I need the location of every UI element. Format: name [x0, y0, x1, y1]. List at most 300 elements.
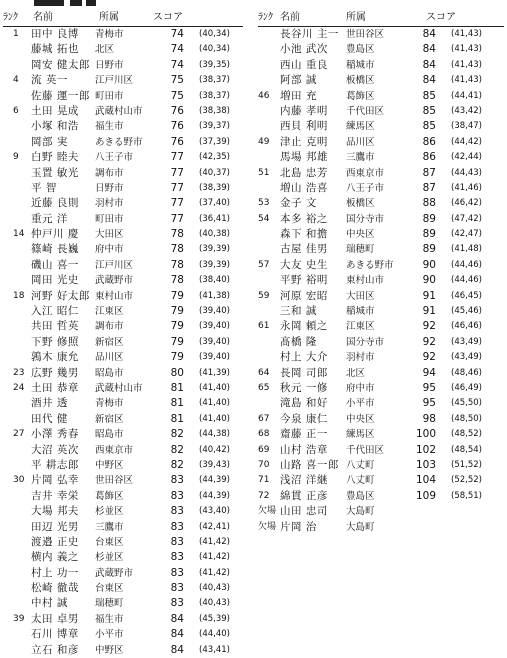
table-row: [3, 596, 243, 611]
player-name: 渡邉 正史: [31, 535, 79, 548]
rank-cell: 24: [13, 382, 25, 393]
player-name: 森下 和擔: [280, 228, 328, 241]
affiliation-cell: 八王子市: [346, 182, 385, 194]
score-cell: 88: [422, 197, 436, 210]
player-name: 本多 裕之: [280, 212, 328, 225]
affiliation-cell: 豊島区: [346, 44, 375, 56]
player-name: 篠崎 長巍: [31, 243, 79, 256]
affiliation-cell: 武蔵野市: [95, 275, 134, 287]
score-cell: 83: [170, 520, 184, 533]
score-cell: 83: [170, 535, 184, 548]
player-name: 小澤 秀春: [31, 428, 79, 441]
table-row: [3, 504, 243, 519]
player-name: 大友 史生: [280, 258, 328, 271]
header-affiliation: 所属: [346, 12, 366, 23]
player-name: 下野 修照: [31, 335, 79, 348]
half-scores: (45,39): [199, 613, 230, 624]
score-cell: 82: [170, 428, 184, 441]
half-scores: (42,47): [451, 229, 482, 240]
header-name: 名前: [33, 12, 53, 23]
player-name: 内藤 孝明: [280, 104, 328, 117]
table-header: [3, 10, 243, 27]
player-name: 岡田 光史: [31, 274, 79, 287]
player-name: 田辺 光男: [31, 520, 79, 533]
table-row: [3, 27, 243, 42]
table-body: [3, 27, 243, 658]
rank-cell: 68: [258, 429, 270, 440]
score-cell: 83: [170, 505, 184, 518]
score-cell: 75: [170, 89, 184, 102]
table-row: [3, 58, 243, 73]
score-cell: 83: [170, 582, 184, 595]
table-row: [3, 489, 243, 504]
half-scores: (38,37): [199, 90, 230, 101]
affiliation-cell: 瑞穂町: [95, 598, 124, 610]
player-name: 広野 幾男: [31, 366, 79, 379]
affiliation-cell: 福生市: [95, 121, 124, 133]
half-scores: (43,42): [451, 105, 482, 116]
half-scores: (46,42): [451, 198, 482, 209]
affiliation-cell: 武蔵野市: [95, 567, 134, 579]
affiliation-cell: 昭島市: [95, 367, 124, 379]
score-cell: 79: [170, 351, 184, 364]
half-scores: (43,49): [451, 352, 482, 363]
table-row: [3, 520, 243, 535]
table-row: [3, 196, 243, 211]
affiliation-cell: 府中市: [95, 244, 124, 256]
half-scores: (40,37): [199, 167, 230, 178]
player-name: 浅沼 洋継: [280, 474, 328, 487]
affiliation-cell: 江戸川区: [95, 75, 134, 87]
affiliation-cell: 練馬区: [346, 429, 375, 441]
table-row: [258, 181, 504, 196]
player-name: 今泉 康仁: [280, 412, 328, 425]
player-name: 玉置 敏光: [31, 166, 79, 179]
affiliation-cell: 北区: [346, 367, 366, 379]
half-scores: (42,35): [199, 152, 230, 163]
table-row: [258, 412, 504, 427]
player-name: 村上 功一: [31, 566, 79, 579]
rank-cell: 65: [258, 382, 270, 393]
rank-cell: 64: [258, 367, 270, 378]
results-table-left: [3, 10, 243, 658]
half-scores: (41,42): [199, 567, 230, 578]
score-cell: 74: [170, 58, 184, 71]
rank-cell: 69: [258, 444, 270, 455]
half-scores: (41,40): [199, 382, 230, 393]
rank-cell: 4: [13, 75, 19, 86]
affiliation-cell: 武蔵村山市: [95, 105, 143, 117]
player-name: 鶉木 康允: [31, 351, 79, 364]
affiliation-cell: 国分寺市: [346, 213, 385, 225]
score-cell: 77: [170, 166, 184, 179]
affiliation-cell: あきる野市: [346, 259, 394, 271]
player-name: 長岡 司郎: [280, 366, 328, 379]
affiliation-cell: 三鷹市: [346, 152, 375, 164]
player-name: 古屋 佳男: [280, 243, 328, 256]
player-name: 平 智: [31, 181, 57, 194]
score-cell: 90: [422, 274, 436, 287]
table-row: [258, 304, 504, 319]
table-row: [258, 258, 504, 273]
affiliation-cell: 板橋区: [346, 198, 375, 210]
score-cell: 100: [415, 428, 436, 441]
score-cell: 103: [415, 458, 436, 471]
affiliation-cell: 昭島市: [95, 429, 124, 441]
player-name: 小塚 和浩: [31, 120, 79, 133]
header-score: スコア: [153, 12, 183, 23]
half-scores: (39,40): [199, 352, 230, 363]
player-name: 中村 誠: [31, 597, 68, 610]
table-row: [3, 42, 243, 57]
affiliation-cell: あきる野市: [95, 136, 143, 148]
table-row: [3, 566, 243, 581]
affiliation-cell: 中野区: [95, 459, 124, 471]
table-row: [3, 550, 243, 565]
table-row: [3, 427, 243, 442]
affiliation-cell: 大島町: [346, 506, 375, 518]
affiliation-cell: 千代田区: [346, 444, 385, 456]
player-name: 馬場 邦雄: [280, 151, 328, 164]
affiliation-cell: 中野区: [95, 644, 124, 656]
affiliation-cell: 品川区: [95, 352, 124, 364]
score-cell: 79: [170, 289, 184, 302]
half-scores: (44,39): [199, 490, 230, 501]
player-name: 仲戸川 慶: [31, 228, 79, 241]
table-row: [3, 289, 243, 304]
half-scores: (40,43): [199, 598, 230, 609]
rank-cell: 71: [258, 475, 270, 486]
affiliation-cell: 世田谷区: [95, 475, 134, 487]
half-scores: (43,49): [451, 336, 482, 347]
affiliation-cell: 中央区: [346, 413, 375, 425]
half-scores: (41,48): [451, 244, 482, 255]
affiliation-cell: 小平市: [346, 398, 375, 410]
rank-cell: 欠場: [258, 506, 277, 517]
half-scores: (52,52): [451, 475, 482, 486]
player-name: 河野 好太郎: [31, 289, 90, 302]
affiliation-cell: 羽村市: [95, 198, 124, 210]
affiliation-cell: 武蔵村山市: [95, 382, 143, 394]
affiliation-cell: 西東京市: [95, 444, 134, 456]
player-name: 磯山 喜一: [31, 258, 79, 271]
score-cell: 79: [170, 305, 184, 318]
score-cell: 83: [170, 566, 184, 579]
player-name: 共田 哲英: [31, 320, 79, 333]
table-row: [3, 581, 243, 596]
table-row: [258, 73, 504, 88]
rank-cell: 欠場: [258, 521, 277, 532]
score-cell: 76: [170, 120, 184, 133]
score-cell: 74: [170, 43, 184, 56]
rank-cell: 18: [13, 290, 25, 301]
half-scores: (41,43): [451, 44, 482, 55]
player-name: 藤城 拓也: [31, 43, 79, 56]
affiliation-cell: 練馬区: [346, 121, 375, 133]
half-scores: (48,54): [451, 444, 482, 455]
player-name: 佐藤 運一郎: [31, 89, 90, 102]
player-name: 田代 健: [31, 412, 68, 425]
table-row: [258, 319, 504, 334]
affiliation-cell: 八王子市: [95, 152, 134, 164]
half-scores: (39,39): [199, 259, 230, 270]
player-name: 山村 浩章: [280, 443, 328, 456]
player-name: 北島 忠芳: [280, 166, 328, 179]
player-name: 綿貫 正彦: [280, 489, 328, 502]
rank-cell: 46: [258, 90, 270, 101]
player-name: 土田 晃成: [31, 104, 79, 117]
half-scores: (39,40): [199, 336, 230, 347]
affiliation-cell: 新宿区: [95, 413, 124, 425]
affiliation-cell: 千代田区: [346, 105, 385, 117]
half-scores: (38,37): [199, 75, 230, 86]
half-scores: (39,39): [199, 244, 230, 255]
half-scores: (48,52): [451, 429, 482, 440]
half-scores: (40,38): [199, 229, 230, 240]
half-scores: (38,47): [451, 121, 482, 132]
half-scores: (40,42): [199, 444, 230, 455]
table-row: [258, 504, 504, 519]
affiliation-cell: 八丈町: [346, 475, 375, 487]
table-row: [258, 212, 504, 227]
table-row: [258, 520, 504, 535]
header-score: スコア: [426, 12, 456, 23]
half-scores: (37,40): [199, 198, 230, 209]
table-row: [258, 150, 504, 165]
table-row: [3, 212, 243, 227]
score-cell: 77: [170, 181, 184, 194]
score-cell: 86: [422, 135, 436, 148]
affiliation-cell: 東村山市: [346, 275, 385, 287]
rank-cell: 23: [13, 367, 25, 378]
affiliation-cell: 中央区: [346, 229, 375, 241]
table-row: [3, 89, 243, 104]
player-name: 阿部 誠: [280, 74, 317, 87]
table-row: [3, 350, 243, 365]
player-name: 長谷川 主一: [280, 28, 339, 40]
player-name: 増田 充: [280, 89, 317, 102]
player-name: 津止 克明: [280, 135, 328, 148]
cropped-top-strip: [0, 0, 507, 7]
half-scores: (44,43): [451, 167, 482, 178]
table-row: [258, 335, 504, 350]
score-cell: 83: [170, 474, 184, 487]
player-name: 西山 重良: [280, 58, 328, 71]
affiliation-cell: 大島町: [346, 521, 375, 533]
table-row: [258, 396, 504, 411]
table-row: [258, 242, 504, 257]
half-scores: (39,40): [199, 306, 230, 317]
header-rank: ﾗﾝｸ: [258, 12, 273, 23]
score-cell: 78: [170, 228, 184, 241]
table-row: [3, 181, 243, 196]
half-scores: (41,42): [199, 552, 230, 563]
player-name: 河原 宏昭: [280, 289, 328, 302]
affiliation-cell: 東村山市: [95, 290, 134, 302]
half-scores: (38,39): [199, 182, 230, 193]
table-row: [3, 612, 243, 627]
score-cell: 85: [422, 104, 436, 117]
affiliation-cell: 三鷹市: [95, 521, 124, 533]
half-scores: (41,40): [199, 413, 230, 424]
half-scores: (41,42): [199, 536, 230, 547]
half-scores: (39,43): [199, 459, 230, 470]
half-scores: (44,46): [451, 259, 482, 270]
table-row: [258, 27, 504, 42]
score-cell: 84: [422, 28, 436, 40]
rank-cell: 54: [258, 213, 270, 224]
affiliation-cell: 稲城市: [346, 59, 375, 71]
affiliation-cell: 羽村市: [346, 352, 375, 364]
affiliation-cell: 町田市: [95, 90, 124, 102]
player-name: 永岡 頼之: [280, 320, 328, 333]
table-row: [3, 304, 243, 319]
table-row: [258, 104, 504, 119]
player-name: 土田 恭章: [31, 381, 79, 394]
half-scores: (44,39): [199, 475, 230, 486]
player-name: 小池 武次: [280, 43, 328, 56]
player-name: 酒井 透: [31, 397, 68, 410]
half-scores: (41,46): [451, 182, 482, 193]
table-row: [3, 458, 243, 473]
table-row: [258, 227, 504, 242]
score-cell: 74: [170, 28, 184, 40]
rank-cell: 53: [258, 198, 270, 209]
header-name: 名前: [280, 12, 300, 23]
results-table-right: [258, 10, 504, 535]
score-cell: 84: [422, 74, 436, 87]
affiliation-cell: 調布市: [95, 321, 124, 333]
score-cell: 84: [422, 43, 436, 56]
table-row: [3, 643, 243, 658]
player-name: 横内 義之: [31, 551, 79, 564]
score-cell: 85: [422, 89, 436, 102]
table-row: [258, 443, 504, 458]
table-row: [3, 273, 243, 288]
half-scores: (45,50): [451, 398, 482, 409]
affiliation-cell: 日野市: [95, 182, 124, 194]
score-cell: 95: [422, 397, 436, 410]
score-cell: 89: [422, 228, 436, 241]
cropped-text-fragment: [86, 0, 96, 6]
score-cell: 80: [170, 366, 184, 379]
affiliation-cell: 町田市: [95, 213, 124, 225]
score-cell: 98: [422, 412, 436, 425]
player-name: 片岡 治: [280, 520, 317, 533]
half-scores: (39,37): [199, 121, 230, 132]
table-body: [258, 27, 504, 535]
affiliation-cell: 杉並区: [95, 506, 124, 518]
affiliation-cell: 八丈町: [346, 459, 375, 471]
affiliation-cell: 葛飾区: [95, 490, 124, 502]
half-scores: (41,43): [451, 59, 482, 70]
score-cell: 89: [422, 212, 436, 225]
score-cell: 78: [170, 274, 184, 287]
score-cell: 95: [422, 381, 436, 394]
half-scores: (40,43): [199, 583, 230, 594]
half-scores: (38,38): [199, 105, 230, 116]
half-scores: (41,39): [199, 367, 230, 378]
player-name: 近藤 良則: [31, 197, 79, 210]
player-name: 平 耕志郎: [31, 458, 79, 471]
score-cell: 92: [422, 335, 436, 348]
table-row: [258, 58, 504, 73]
table-row: [3, 396, 243, 411]
score-cell: 102: [415, 443, 436, 456]
player-name: 金子 文: [280, 197, 317, 210]
half-scores: (44,46): [451, 275, 482, 286]
table-row: [3, 104, 243, 119]
half-scores: (40,34): [199, 44, 230, 55]
score-cell: 84: [170, 643, 184, 656]
player-name: 山田 忠司: [280, 505, 328, 518]
player-name: 山路 喜一郎: [280, 458, 339, 471]
score-cell: 76: [170, 135, 184, 148]
header-affiliation: 所属: [99, 12, 119, 23]
player-name: 秋元 一修: [280, 381, 328, 394]
table-row: [258, 366, 504, 381]
half-scores: (41,38): [199, 290, 230, 301]
table-row: [3, 627, 243, 642]
affiliation-cell: 国分寺市: [346, 336, 385, 348]
table-row: [3, 319, 243, 334]
affiliation-cell: 江東区: [95, 306, 124, 318]
table-row: [258, 119, 504, 134]
player-name: 滝島 和好: [280, 397, 328, 410]
score-cell: 78: [170, 243, 184, 256]
affiliation-cell: 江東区: [346, 321, 375, 333]
rank-cell: 57: [258, 259, 270, 270]
half-scores: (40,34): [199, 29, 230, 39]
player-name: 三和 誠: [280, 305, 317, 318]
rank-cell: 70: [258, 459, 270, 470]
score-cell: 91: [422, 305, 436, 318]
table-row: [258, 273, 504, 288]
affiliation-cell: 大田区: [346, 290, 375, 302]
table-row: [258, 166, 504, 181]
score-cell: 87: [422, 166, 436, 179]
affiliation-cell: 瑞穂町: [346, 244, 375, 256]
score-cell: 89: [422, 243, 436, 256]
player-name: 立石 和彦: [31, 643, 79, 656]
score-cell: 83: [170, 597, 184, 610]
score-cell: 84: [170, 628, 184, 641]
half-scores: (41,43): [451, 29, 482, 39]
half-scores: (44,41): [451, 90, 482, 101]
table-row: [3, 412, 243, 427]
table-row: [258, 489, 504, 504]
affiliation-cell: 稲城市: [346, 306, 375, 318]
affiliation-cell: 調布市: [95, 167, 124, 179]
rank-cell: 14: [13, 229, 25, 240]
score-cell: 81: [170, 397, 184, 410]
table-row: [258, 289, 504, 304]
player-name: 石川 博章: [31, 628, 79, 641]
affiliation-cell: 台東区: [95, 536, 124, 548]
affiliation-cell: 日野市: [95, 59, 124, 71]
half-scores: (36,41): [199, 213, 230, 224]
rank-cell: 39: [13, 613, 25, 624]
rank-cell: 67: [258, 413, 270, 424]
player-name: 大場 邦夫: [31, 505, 79, 518]
rank-cell: 61: [258, 321, 270, 332]
player-name: 西貝 利明: [280, 120, 328, 133]
half-scores: (48,50): [451, 413, 482, 424]
player-name: 大沼 英次: [31, 443, 79, 456]
affiliation-cell: 青梅市: [95, 29, 124, 40]
affiliation-cell: 新宿区: [95, 336, 124, 348]
table-row: [3, 135, 243, 150]
